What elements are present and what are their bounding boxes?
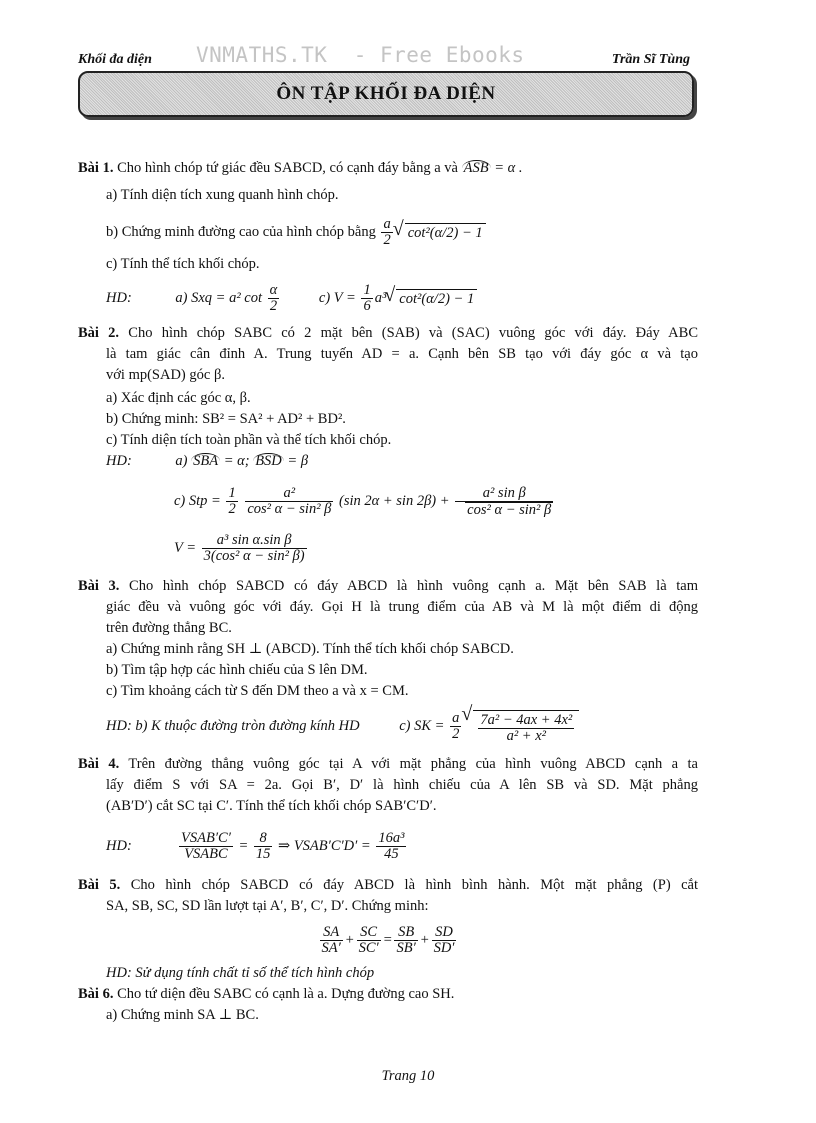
bai5-label: Bài 5. [78,877,121,893]
bai2-hint-a: HD: a) SBA = α; BSD = β [106,453,309,469]
bai3-part-c: c) Tìm khoảng cách từ S đến DM theo a và x = CM. [106,683,409,699]
bai5-statement-2: SA, SB, SC, SD lần lượt tại A′, B′, C′, D′. Chứng minh: [106,898,429,914]
bai5-hint: HD: Sử dụng tính chất tỉ số thể tích hình chóp [106,965,375,981]
bai3-statement-2: giác đều và vuông góc với đáy. Gọi H là trung điểm của AB và M là một điểm di động [106,599,698,615]
bai4-label: Bài 4. [78,756,120,772]
bai2-hint-stp: c) Stp = $\frac{1}{2}$ $\frac{\text{a²}}{\text{cos² α − sin² β}}$ (sin 2α + sin 2β) + $\frac{\text{a² sin β}}{\text{cos² α − sin² β}}$ [174,484,552,518]
bai3-part-a: a) Chứng minh rằng SH ⊥ (ABCD). Tính thể tích khối chóp SABCD. [106,641,514,657]
bai2-label: Bài 2. [78,325,120,341]
page-number: Trang 10 [381,1068,435,1084]
bai2-statement-1: Bài 2. Cho hình chóp SABC có 2 mặt bên (SAB) và (SAC) vuông góc với đáy. Đáy ABC [78,325,698,341]
bai3-statement-3: trên đường thẳng BC. [106,620,232,636]
page-header [78,43,690,70]
bai3-label: Bài 3. [78,578,120,594]
bai1-label: Bài 1. [78,160,114,176]
bai2-part-b: b) Chứng minh: SB² = SA² + AD² + BD². [106,411,346,427]
bai3-part-b: b) Tìm tập hợp các hình chiếu của S lên DM. [106,662,368,678]
bai3-statement-1: Bài 3. Cho hình chóp SABCD có đáy ABCD là hình vuông cạnh a. Mặt bên SAB là tam [78,578,698,594]
bai5-formula: $\frac{SA}{SA'}$ + $\frac{SC}{SC'}$ = $\frac{SB}{SB'}$ + $\frac{SD}{SD'}$ [321,924,455,957]
bai4-statement-3: (AB′D′) cắt SC tại C′. Tính thể tích khối chóp SAB′C′D′. [106,798,437,814]
bai6-statement: Bài 6. Cho tứ diện đều SABC có cạnh là a. Dựng đường cao SH. [78,986,455,1002]
bai6-label: Bài 6. [78,986,114,1002]
bai1-angle: ASB [463,160,489,176]
header-watermark: VNMATHS.TK - Free Ebooks [196,43,525,67]
header-author: Trần Sĩ Tùng [611,52,690,67]
bai1-statement: Bài 1. Cho hình chóp tứ giác đều SABCD, có cạnh đáy bằng a và ASB = α . [78,160,523,176]
page-title: ÔN TẬP KHỐI ĐA DIỆN [276,83,496,104]
bai2-part-a: a) Xác định các góc α, β. [106,390,251,406]
exercise-list [78,158,698,1026]
bai2-hint-v: V = $\frac{\text{a³ sin α.sin β}}{\text{3(cos² α − sin² β)}}$ [174,532,305,565]
header-chapter: Khối đa diện [78,52,152,67]
bai1-part-b: b) Chứng minh đường cao của hình chóp bằng $\frac{a}{2}$ √ cot²(α/2) − 1 [78,214,698,250]
bai4-statement-1: Bài 4. Trên đường thẳng vuông góc tại A với mặt phẳng của hình vuông ABCD cạnh a ta [78,756,698,772]
bai1-part-c: c) Tính thể tích khối chóp. [106,256,260,272]
bai1-part-a: a) Tính diện tích xung quanh hình chóp. [106,187,339,203]
title-banner [78,71,694,117]
bai5-statement-1: Bài 5. Cho hình chóp SABCD có đáy ABCD là hình bình hành. Một mặt phẳng (P) cắt [78,877,699,893]
bai4-statement-2: lấy điểm S với SA = 2a. Gọi B′, D′ là hình chiếu của A lên SB và SD. Mặt phẳng [106,777,698,793]
bai1-hint: HD: a) Sxq = a² cot $\frac{\alpha}{2}$ c) V = $\frac{1}{6}$ a³√ cot²(α/2) − 1 [78,279,698,317]
bai3-hint: HD: b) K thuộc đường tròn đường kính HD c) SK = $\frac{a}{2}$ √ $\frac{\text{7a² − 4ax + 4x²}}{\text{a² + x²}}$ [78,702,698,750]
bai2-part-c: c) Tính diện tích toàn phần và thể tích khối chóp. [106,432,392,448]
bai2-statement-2: là tam giác cân đỉnh A. Trung tuyến AD = a. Cạnh bên SB tạo với đáy góc α và tạo [106,346,698,362]
bai6-part-a: a) Chứng minh SA ⊥ BC. [106,1007,259,1023]
bai2-statement-3: với mp(SAD) góc β. [106,367,225,383]
bai4-hint: HD: $\frac{\text{VSAB′C′}}{\text{VSABC}}$ = $\frac{8}{15}$ ⇒ VSAB′C′D′ = $\frac{\text{16a³}}{45}$ [106,830,405,863]
